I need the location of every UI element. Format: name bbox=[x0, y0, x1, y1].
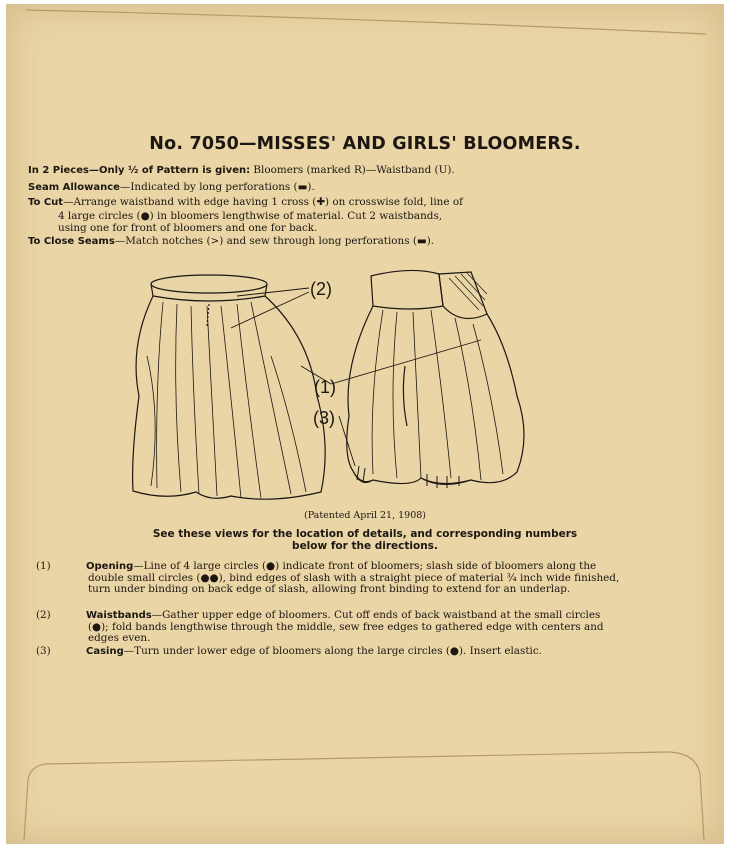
front-gathers bbox=[147, 302, 306, 498]
direction-text: —Turn under lower edge of bloomers along the large circles (●). Insert elastic. bbox=[123, 645, 542, 657]
back-slash-opening bbox=[403, 366, 407, 426]
close-text: —Match notches (>) and sew through long perforations (▬). bbox=[114, 235, 435, 247]
to-cut-block bbox=[28, 196, 608, 235]
direction-number: (1) bbox=[36, 560, 51, 572]
callout-leaders bbox=[231, 288, 481, 466]
direction-lead: Opening bbox=[86, 561, 134, 572]
seam-text: —Indicated by long perforations (▬). bbox=[119, 181, 315, 193]
pattern-envelope bbox=[6, 4, 724, 844]
direction-lead: Casing bbox=[86, 646, 124, 657]
pieces-line bbox=[28, 164, 608, 178]
cut-line-3: using one for front of bloomers and one for back. bbox=[58, 222, 318, 234]
back-gathers bbox=[372, 310, 503, 480]
bloomers-illustration bbox=[121, 266, 541, 506]
to-close-seams-line bbox=[28, 235, 608, 249]
patent-note: (Patented April 21, 1908) bbox=[303, 510, 427, 521]
cut-lead: To Cut bbox=[28, 197, 64, 208]
direction-casing bbox=[36, 645, 622, 658]
direction-number: (3) bbox=[36, 645, 51, 657]
cut-line-2: 4 large circles (●) in bloomers lengthwise of material. Cut 2 waistbands, bbox=[58, 209, 443, 222]
seam-lead: Seam Allowance bbox=[28, 182, 120, 193]
see-views-note bbox=[6, 528, 724, 552]
seam-allowance-line bbox=[28, 181, 608, 195]
pattern-title: No. 7050—MISSES' AND GIRLS' BLOOMERS. bbox=[149, 134, 581, 154]
pieces-text: Bloomers (marked R)—Waistband (U). bbox=[253, 164, 455, 176]
pieces-lead: In 2 Pieces—Only ½ of Pattern is given: bbox=[28, 165, 251, 176]
callout-3: (3) bbox=[313, 408, 335, 428]
front-bloomers-body bbox=[133, 296, 326, 499]
close-lead: To Close Seams bbox=[28, 236, 115, 247]
direction-text: —Line of 4 large circles (●) indicate front of bloomers; slash side of bloomers along the double small circles (●●), bind edges of slash with a straight piece of material ¾ inch wide finished, turn under binding on back edge of slash, allowing front binding to extend for an underlap. bbox=[88, 560, 620, 595]
back-waistband-flap bbox=[439, 272, 487, 319]
back-flap-hatching bbox=[449, 273, 487, 310]
direction-text: —Gather upper edge of bloomers. Cut off ends of back waistband at the small circles (●); fold bands lengthwise through the middle, sew free edges to gathered edge with centers and edges even. bbox=[88, 609, 604, 644]
back-waistband bbox=[371, 270, 443, 309]
direction-lead: Waistbands bbox=[86, 610, 152, 621]
back-elastic-casing bbox=[353, 466, 471, 488]
see-line-1: See these views for the location of details, and corresponding numbers bbox=[152, 528, 578, 540]
front-waistband bbox=[151, 275, 267, 293]
cut-line-1: —Arrange waistband with edge having 1 cross (✚) on crosswise fold, line of bbox=[63, 196, 463, 208]
callout-1: (1) bbox=[314, 377, 336, 397]
envelope-bottom-fold bbox=[6, 744, 724, 844]
direction-waistbands bbox=[36, 609, 622, 645]
see-line-2: below for the directions. bbox=[292, 540, 438, 552]
envelope-flap-fold bbox=[6, 4, 724, 44]
callout-2: (2) bbox=[310, 279, 332, 299]
direction-opening bbox=[36, 560, 622, 596]
direction-number: (2) bbox=[36, 609, 51, 621]
